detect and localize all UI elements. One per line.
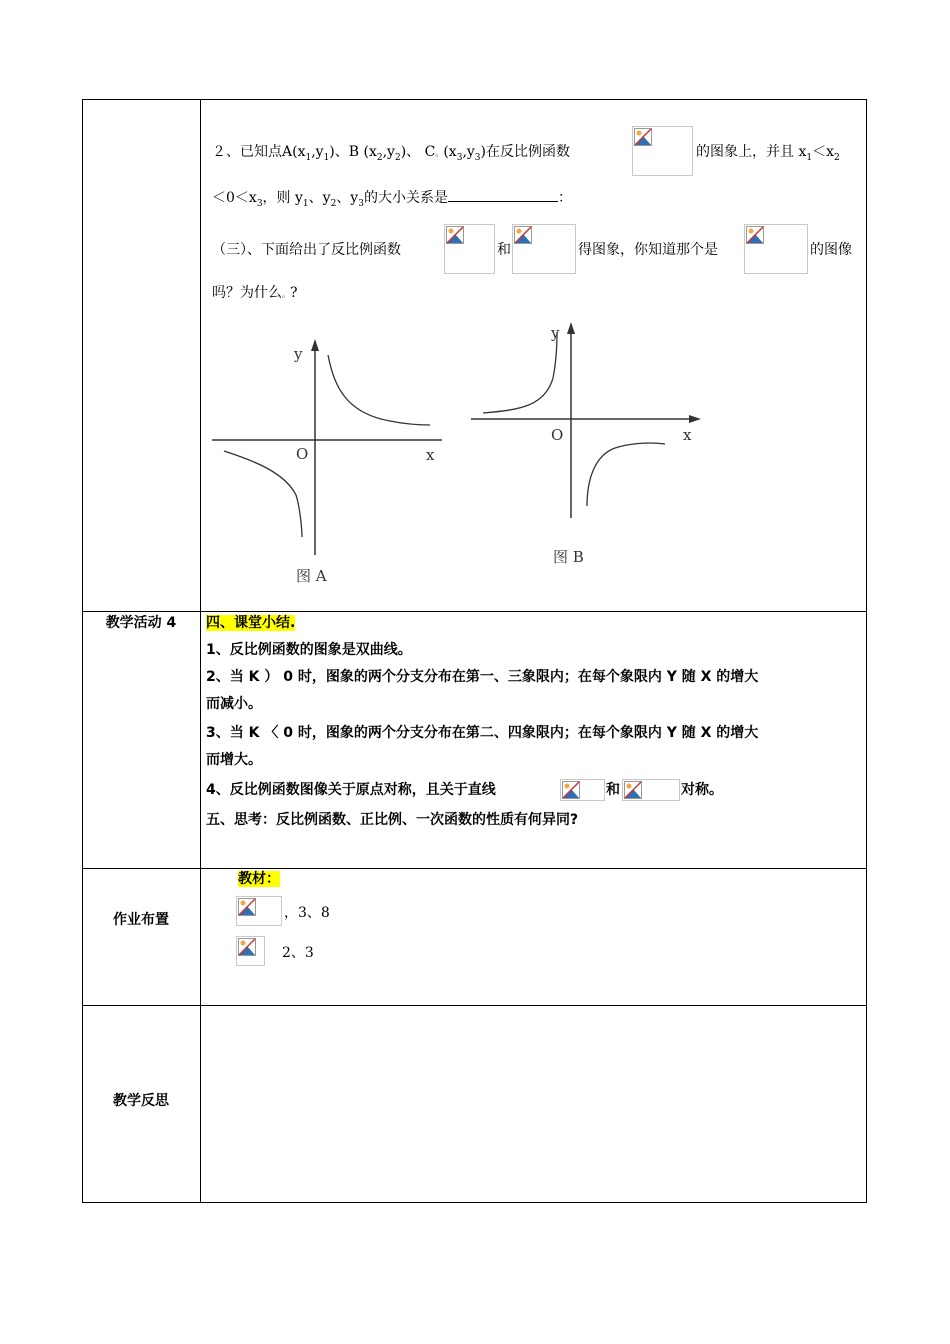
table-border-right xyxy=(866,99,867,1203)
summary-point-4-c: 对称。 xyxy=(681,782,723,798)
question-2-line-2 xyxy=(212,188,572,213)
summary-point-4-and: 和 xyxy=(606,782,620,798)
question-3-line-2 xyxy=(212,284,298,304)
summary-point-3-a: 3、当 K 〈 0 时，图象的两个分支分布在第二、四象限内；在每个象限内 Y 随 X 的增大 xyxy=(206,725,759,741)
question-2-line-1-tail xyxy=(696,143,840,167)
text: 。 xyxy=(435,149,444,158)
sub: 3 xyxy=(456,152,463,163)
sub: 1 xyxy=(323,152,330,163)
text: ? xyxy=(290,285,298,301)
broken-image-icon xyxy=(446,226,464,244)
table-border-left xyxy=(82,99,83,1203)
q2-prefix: ２、已知点 xyxy=(212,144,282,160)
text: 。 xyxy=(282,290,290,299)
text: 四、课堂小结. xyxy=(206,615,296,631)
text: 吗？为什么 xyxy=(212,285,282,301)
figure-b-graph xyxy=(465,318,715,578)
question-3-line-1-d: 的图像 xyxy=(810,242,852,258)
broken-image-icon xyxy=(238,938,256,956)
summary-point-2-a: 2、当 K ） 0 时，图象的两个分支分布在第一、三象限内；在每个象限内 Y 随 X 的增大 xyxy=(206,669,759,685)
homework-title xyxy=(238,870,280,888)
formula-image-placeholder xyxy=(236,936,265,966)
figure-a-origin-label: O xyxy=(296,445,309,463)
sub: 1 xyxy=(302,198,309,209)
figure-a-y-arrow xyxy=(311,339,319,351)
question-3-and: 和 xyxy=(497,242,511,258)
broken-image-icon xyxy=(238,898,256,916)
formula-image-placeholder xyxy=(560,779,605,801)
text: ) xyxy=(400,144,407,160)
figure-b-caption: 图 B xyxy=(553,548,584,566)
figure-b-origin-label: O xyxy=(551,426,564,444)
homework-item-2: 2、3 xyxy=(282,945,314,961)
broken-image-icon xyxy=(746,226,764,244)
figure-a-branch-3 xyxy=(224,451,302,537)
text: 教材： xyxy=(238,871,280,887)
answer-blank xyxy=(448,188,558,202)
question-3-line-1-a: （三）、下面给出了反比例函数 xyxy=(212,242,401,258)
summary-point-1: 1、反比例函数的图象是双曲线。 xyxy=(206,642,412,658)
text: ，则 y xyxy=(262,190,303,206)
text: 、y xyxy=(308,190,331,206)
row-label-reflection: 教学反思 xyxy=(113,1093,169,1109)
text: ,y xyxy=(382,144,395,160)
sub: 2 xyxy=(376,152,383,163)
sub: 2 xyxy=(330,198,337,209)
formula-image-placeholder xyxy=(444,224,495,274)
formula-image-placeholder xyxy=(744,224,808,274)
broken-image-icon xyxy=(624,781,642,799)
figure-a-caption: 图 A xyxy=(296,567,327,585)
formula-image-placeholder xyxy=(512,224,576,274)
summary-think: 五、思考：反比例函数、正比例、一次函数的性质有何异同? xyxy=(206,812,579,828)
summary-point-3-b: 而增大。 xyxy=(206,752,262,768)
q2-point-c: 、 C xyxy=(406,144,436,160)
sub: 1 xyxy=(305,152,312,163)
sub: 1 xyxy=(806,152,813,163)
formula-image-placeholder xyxy=(632,126,693,176)
text: 、y xyxy=(336,190,359,206)
formula-image-placeholder xyxy=(236,896,282,926)
figure-a-graph xyxy=(210,335,450,585)
figure-a-branch-1 xyxy=(328,355,430,425)
broken-image-icon xyxy=(514,226,532,244)
row-label-activity-4: 教学活动 4 xyxy=(105,615,177,631)
text: (x xyxy=(443,144,457,160)
summary-point-4-a: 4、反比例函数图像关于原点对称，且关于直线 xyxy=(206,782,496,798)
figure-b-branch-4 xyxy=(587,443,665,506)
text: ,y xyxy=(311,144,324,160)
text: ＜0＜x xyxy=(212,190,257,206)
sub: 2 xyxy=(394,152,401,163)
q2-point-a: A(x xyxy=(282,144,306,160)
sub: 3 xyxy=(474,152,481,163)
column-divider xyxy=(200,99,201,1203)
summary-title xyxy=(206,614,295,632)
question-3-line-1-c: 得图象，你知道那个是 xyxy=(578,242,718,258)
text: ＜x xyxy=(812,144,834,160)
text: ) xyxy=(329,144,335,160)
formula-image-placeholder xyxy=(622,779,680,801)
figure-b-x-label: x xyxy=(683,426,692,444)
figure-b-x-arrow xyxy=(689,415,701,423)
broken-image-icon xyxy=(562,781,580,799)
figure-a-y-label: y xyxy=(294,345,303,363)
sub: 2 xyxy=(834,152,840,163)
text: )在反比例函数 xyxy=(480,144,570,160)
summary-point-2-b: 而减小。 xyxy=(206,696,262,712)
question-2-line-1 xyxy=(212,143,570,167)
figure-b-y-label: y xyxy=(551,324,560,342)
text: ,y xyxy=(462,144,475,160)
text: 的图象上，并且 x xyxy=(696,144,807,160)
text: ： xyxy=(557,190,572,206)
figure-b-branch-2 xyxy=(483,332,557,413)
figure-a-x-label: x xyxy=(426,446,435,464)
sub: 3 xyxy=(256,198,263,209)
homework-item-1: ，3、8 xyxy=(284,905,330,921)
row-label-homework: 作业布置 xyxy=(113,912,169,928)
q2-point-b: 、B (x xyxy=(334,144,377,160)
figure-b-y-arrow xyxy=(567,322,575,334)
sub: 3 xyxy=(358,198,364,209)
text: 的大小关系是 xyxy=(363,190,448,206)
broken-image-icon xyxy=(634,128,652,146)
